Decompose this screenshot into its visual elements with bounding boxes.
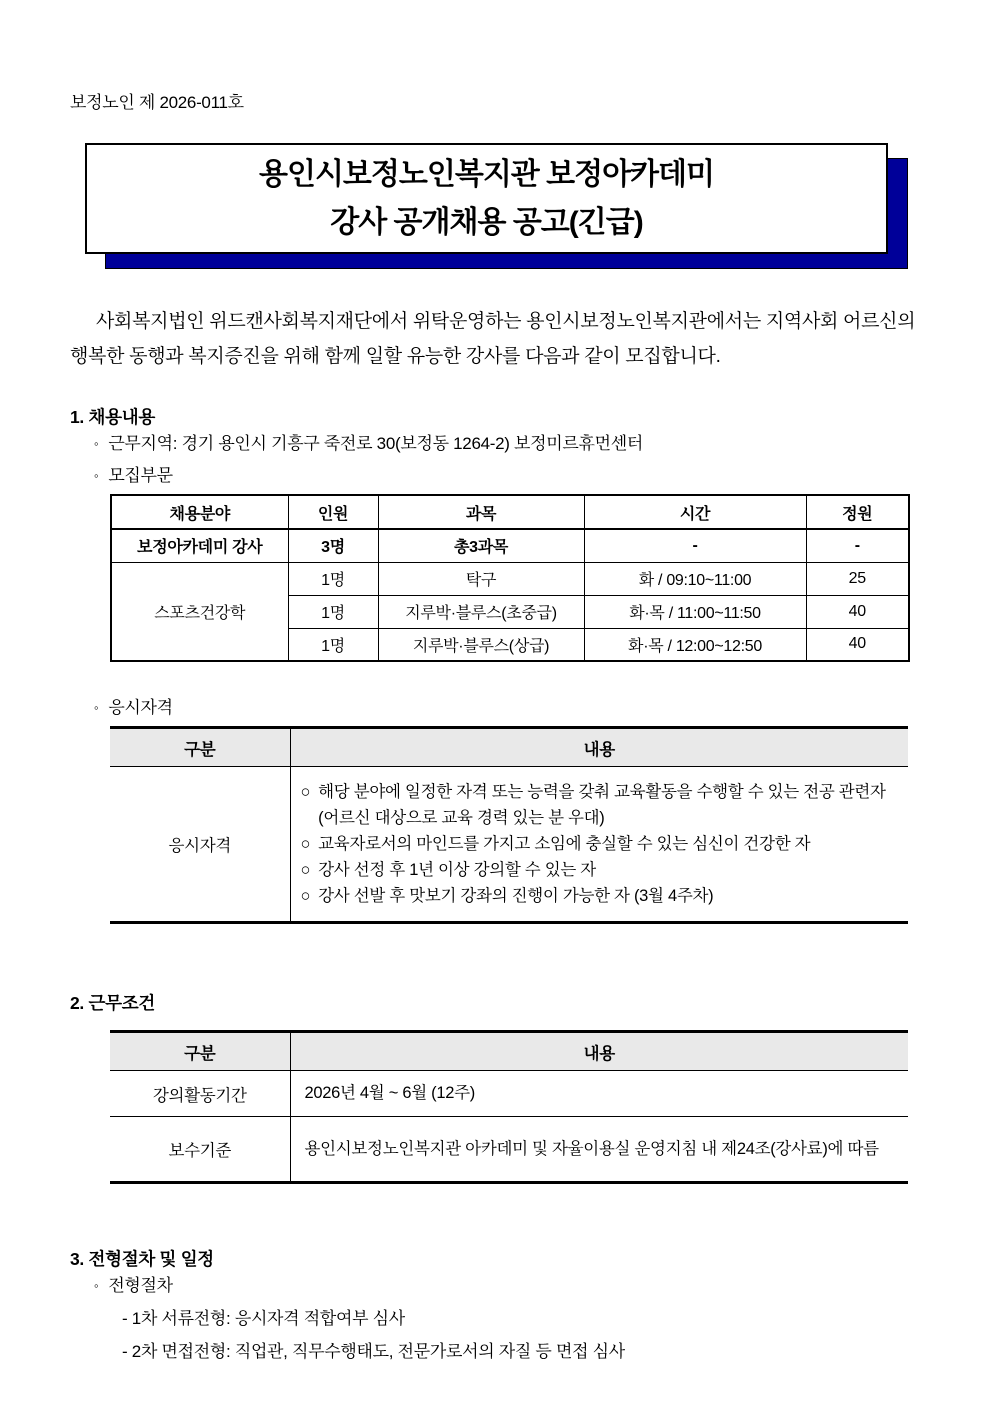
header-content: 내용 <box>290 728 908 767</box>
cell-category: 강의활동기간 <box>152 1086 247 1105</box>
work-conditions-table <box>110 1030 908 1184</box>
cell-capacity: - <box>806 529 909 562</box>
work-location-text: 근무지역: 경기 용인시 기흥구 죽전로 30(보정동 1264-2) 보정미르휴먼센터 <box>108 434 644 453</box>
title-line-1: 용인시보정노인복지관 보정아카데미 <box>258 157 714 191</box>
qualification-label: 응시자격 <box>108 698 173 717</box>
document-number: 보정노인 제 2026-011호 <box>70 93 244 112</box>
header-category: 구분 <box>110 1032 290 1071</box>
pay-standard-text: 용인시보정노인복지관 아카데미 및 자율이용실 운영지침 내 제24조(강사료)에 따름 <box>304 1139 879 1158</box>
cell-personnel: 1명 <box>288 628 378 661</box>
cell-subject: 탁구 <box>378 562 584 595</box>
title-box <box>85 143 888 254</box>
header-category: 구분 <box>110 728 290 767</box>
header-personnel: 인원 <box>288 495 378 529</box>
cell-capacity: 40 <box>806 595 909 628</box>
selection-step-2: - 2차 면접전형: 직업관, 직무수행태도, 전문가로서의 자질 등 면접 심사 <box>122 1342 625 1361</box>
bullet-recruit-sections <box>94 460 930 492</box>
section-heading-recruitment: 1. 채용내용 <box>70 407 155 427</box>
work-conditions-header-row <box>110 1032 908 1071</box>
bullet-marker-icon: ◦ <box>94 468 99 483</box>
qualification-item-text: 강사 선정 후 1년 이상 강의할 수 있는 자 <box>318 861 596 879</box>
circle-marker-icon: ○ <box>300 835 311 853</box>
title-line-2: 강사 공개채용 공고(긴급) <box>330 205 643 239</box>
intro-line-2: 행복한 동행과 복지증진을 위해 함께 일할 유능한 강사를 다음과 같이 모집합니다. <box>70 346 721 367</box>
work-conditions-row <box>110 1117 908 1183</box>
work-conditions-row <box>110 1071 908 1117</box>
cell-category: 응시자격 <box>168 837 232 855</box>
section-heading-work-conditions: 2. 근무조건 <box>70 993 155 1013</box>
qualification-item-text: 강사 선발 후 맛보기 강좌의 진행이 가능한 자 (3월 4주차) <box>318 887 714 905</box>
work-period-text: 2026년 4월 ~ 6월 (12주) <box>304 1084 475 1102</box>
intro-line-1: 사회복지법인 위드캔사회복지재단에서 위탁운영하는 용인시보정노인복지관에서는 지역사회 어르신의 <box>96 311 916 332</box>
qualification-item <box>301 831 903 857</box>
bullet-selection-procedure <box>94 1270 930 1302</box>
cell-time: 화 / 09:10~11:00 <box>584 562 806 595</box>
recruit-table <box>110 494 910 662</box>
qualification-item-text: 교육자로서의 마인드를 가지고 소임에 충실할 수 있는 심신이 건강한 자 <box>318 835 811 853</box>
qualification-table-header-row <box>110 728 908 767</box>
header-capacity: 정원 <box>806 495 909 529</box>
cell-capacity: 40 <box>806 628 909 661</box>
qualification-row <box>110 767 908 923</box>
bullet-marker-icon: ◦ <box>94 700 99 715</box>
cell-subject: 총3과목 <box>378 529 584 562</box>
title-banner <box>85 143 888 254</box>
header-content: 내용 <box>290 1032 908 1071</box>
cell-field: 보정아카데미 강사 <box>111 529 288 562</box>
selection-procedure-label: 전형절차 <box>108 1276 173 1295</box>
cell-personnel: 3명 <box>288 529 378 562</box>
qualification-item <box>301 779 903 831</box>
qualification-item <box>301 883 903 909</box>
qualification-table <box>110 726 908 924</box>
recruit-summary-row <box>111 529 909 562</box>
intro-paragraph <box>70 304 930 374</box>
cell-content <box>290 767 908 923</box>
cell-content <box>290 1117 908 1183</box>
circle-marker-icon: ○ <box>300 783 311 801</box>
recruit-table-header-row <box>111 495 909 529</box>
cell-subject: 지루박·블루스(상급) <box>378 628 584 661</box>
qualification-item-text: 해당 분야에 일정한 자격 또는 능력을 갖춰 교육활동을 수행할 수 있는 전공 관련자(어르신 대상으로 교육 경력 있는 분 우대) <box>318 783 886 827</box>
header-field: 채용분야 <box>111 495 288 529</box>
cell-capacity: 25 <box>806 562 909 595</box>
circle-marker-icon: ○ <box>300 861 311 879</box>
bullet-marker-icon: ◦ <box>94 1278 99 1293</box>
selection-step-1: - 1차 서류전형: 응시자격 적합여부 심사 <box>122 1309 405 1328</box>
cell-personnel: 1명 <box>288 595 378 628</box>
bullet-marker-icon: ◦ <box>94 436 99 451</box>
bullet-work-location <box>94 428 930 460</box>
qualification-item <box>301 857 903 883</box>
cell-subject: 지루박·블루스(초중급) <box>378 595 584 628</box>
header-time: 시간 <box>584 495 806 529</box>
recruit-row <box>111 562 909 595</box>
header-subject: 과목 <box>378 495 584 529</box>
recruit-sections-label: 모집부문 <box>108 466 173 485</box>
section-heading-selection-process: 3. 전형절차 및 일정 <box>70 1249 214 1269</box>
cell-category: 보수기준 <box>110 1117 290 1183</box>
cell-personnel: 1명 <box>288 562 378 595</box>
cell-content <box>290 1071 908 1117</box>
circle-marker-icon: ○ <box>300 887 311 905</box>
cell-time: - <box>584 529 806 562</box>
selection-steps <box>122 1302 930 1368</box>
cell-time: 화·목 / 11:00~11:50 <box>584 595 806 628</box>
cell-time: 화·목 / 12:00~12:50 <box>584 628 806 661</box>
bullet-qualification <box>94 692 930 724</box>
cell-group-label: 스포츠건강학 <box>111 562 288 661</box>
